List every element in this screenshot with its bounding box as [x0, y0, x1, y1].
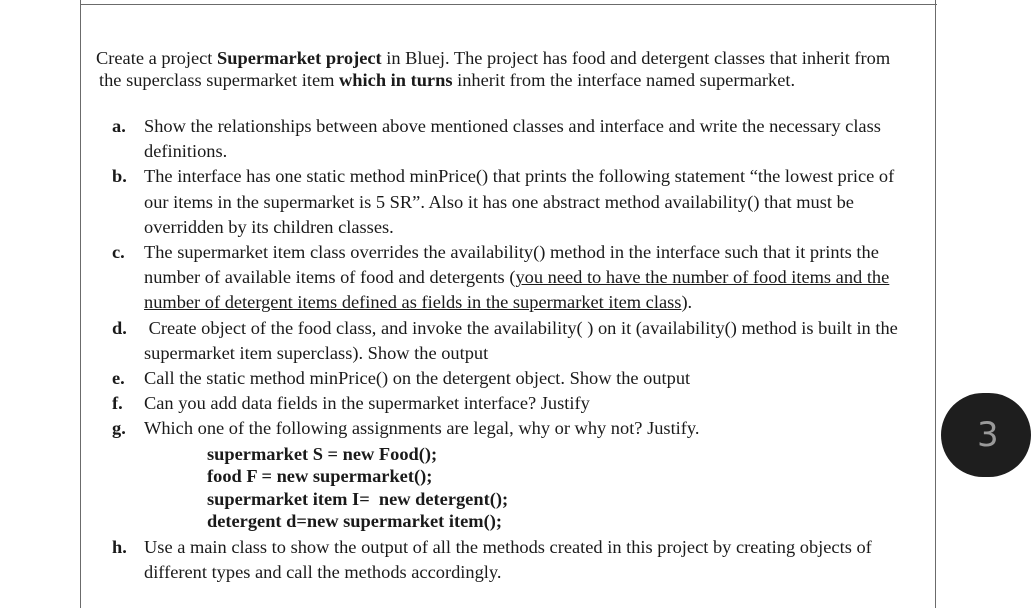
item-marker: h.: [112, 536, 127, 557]
code-line: supermarket S = new Food();: [207, 443, 438, 464]
item-marker: b.: [112, 166, 127, 187]
list-item-d: [112, 316, 922, 366]
list-item-g: [112, 416, 922, 532]
list-item-b: [112, 164, 922, 240]
item-text: Can you add data fields in the supermarket interface? Justify: [144, 393, 590, 414]
underlined-note: you need to have the number of food items and the number of detergent items defined as fields in the supermarket item class: [144, 267, 890, 313]
project-name: Supermarket project: [217, 48, 382, 68]
item-marker: a.: [112, 116, 126, 136]
item-text: Which one of the following assignments are legal, why or why not? Justify.: [144, 418, 700, 439]
item-text: Call the static method minPrice() on the detergent object. Show the output: [144, 368, 691, 389]
list-item-h: [112, 535, 922, 585]
floating-page-button[interactable]: 3: [941, 393, 1031, 477]
code-block: [144, 443, 922, 533]
item-marker: g.: [112, 418, 126, 439]
item-marker: f.: [112, 393, 123, 414]
item-text: The interface has one static method minPrice() that prints the following statement “the lowest price of our items in the supermarket is 5 SR”. Also it has one abstract method availability() that must be overridden by its children classes.: [144, 166, 895, 237]
item-marker: c.: [112, 242, 125, 263]
list-item-e: [112, 366, 922, 391]
question-list: [112, 114, 922, 585]
list-item-a: [112, 114, 922, 164]
item-text: The supermarket item class overrides the availability() method in the interface such that it prints the number of available items of food and detergents (: [144, 242, 879, 288]
code-line: supermarket item I= new detergent();: [207, 488, 509, 509]
list-item-f: [112, 391, 922, 416]
list-item-c: c. The supermarket item class overrides the availability() method in the interface such that it prints the number of available items of food and detergents (you need to have the number of food items and the number of detergent items defined as fields in the supermarket item class).: [112, 242, 890, 313]
item-marker: d.: [112, 317, 127, 338]
item-text: Create object of the food class, and invoke the availability( ) on it (availability() method is built in the supermarket item superclass). Show the output: [144, 317, 898, 363]
item-text: Show the relationships between above mentioned classes and interface and write the necessary class definitions.: [144, 116, 881, 162]
item-marker: e.: [112, 368, 125, 389]
code-line: food F = new supermarket();: [207, 466, 433, 487]
intro-line-1: Create a project Supermarket project in Bluej. The project has food and detergent classes that inherit from: [96, 48, 891, 68]
emphasis-text: which in turns: [339, 70, 453, 90]
item-text: Use a main class to show the output of all the methods created in this project by creating objects of different types and call the methods accordingly.: [144, 536, 872, 582]
code-line: detergent d=new supermarket item();: [207, 511, 502, 532]
intro-paragraph: [96, 47, 938, 91]
intro-line-2: the superclass supermarket item which in turns inherit from the interface named supermarket.: [99, 70, 796, 90]
